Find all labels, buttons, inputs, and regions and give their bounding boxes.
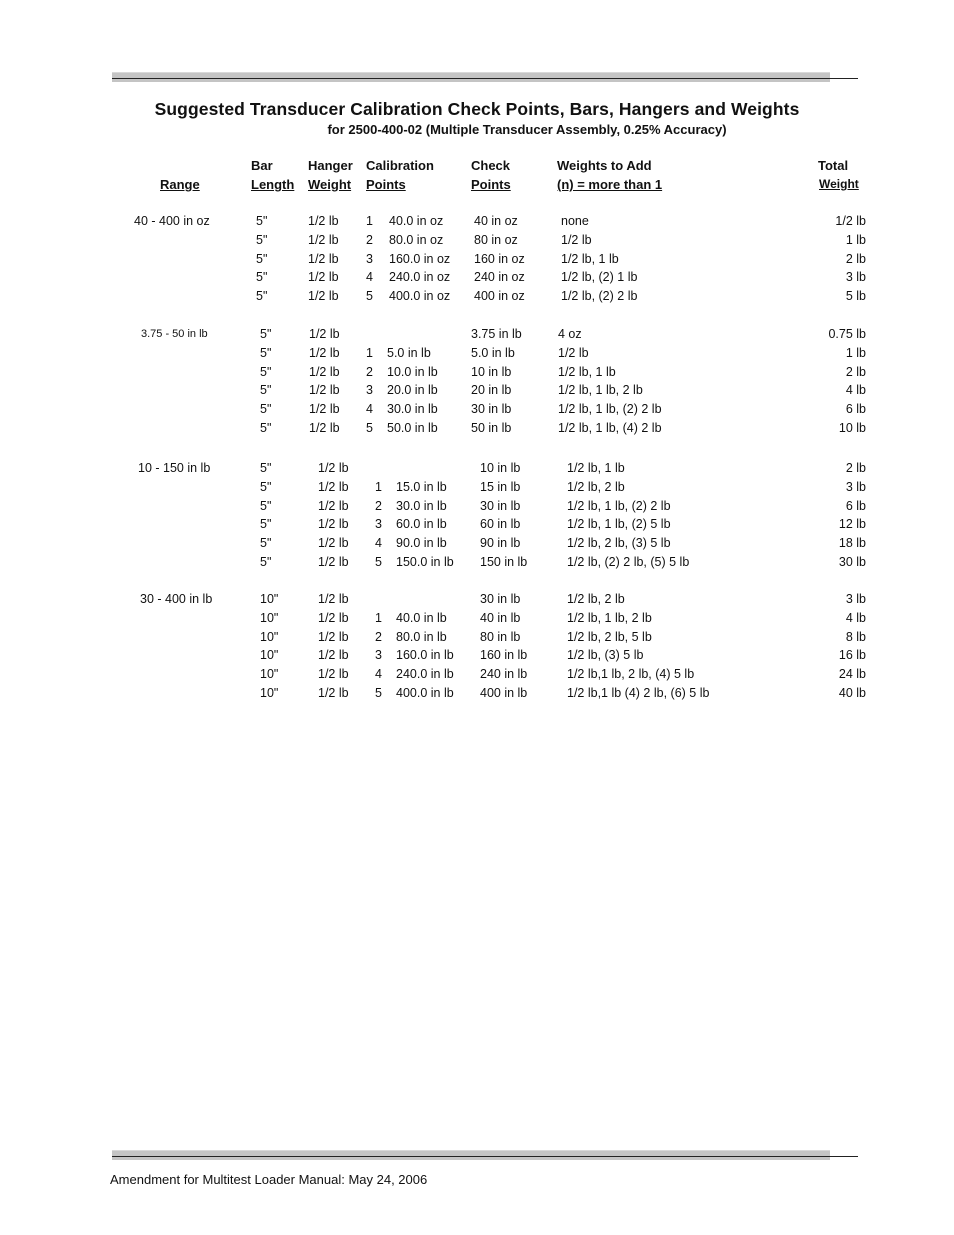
- header-length: Length: [251, 177, 295, 192]
- calibration-point-cell: 160.0 in oz: [389, 252, 451, 266]
- point-number-cell: 4: [375, 536, 382, 550]
- hanger-weight-cell: 1/2 lb: [308, 214, 339, 228]
- point-number-cell: 1: [366, 214, 373, 228]
- check-point-cell: 160 in oz: [474, 252, 525, 266]
- header-weights: Weights to Add: [557, 158, 652, 173]
- total-weight-cell: 16 lb: [838, 648, 866, 662]
- weights-to-add-cell: 1/2 lb, (2) 2 lb, (5) 5 lb: [567, 555, 690, 569]
- bar-length-cell: 5": [260, 480, 272, 494]
- point-number-cell: 5: [375, 555, 382, 569]
- point-number-cell: 1: [375, 480, 382, 494]
- header-weights-note: (n) = more than 1: [557, 177, 663, 192]
- bar-length-cell: 5": [260, 555, 272, 569]
- footer-rule: [112, 1150, 858, 1162]
- point-number-cell: 4: [366, 402, 373, 416]
- calibration-point-cell: 80.0 in oz: [389, 233, 444, 247]
- header-hanger-weight: Weight: [308, 177, 352, 192]
- weights-to-add-cell: 1/2 lb, 2 lb: [567, 592, 625, 606]
- calibration-point-cell: 40.0 in lb: [396, 611, 447, 625]
- weights-to-add-cell: none: [561, 214, 589, 228]
- check-point-cell: 90 in lb: [480, 536, 521, 550]
- bar-length-cell: 10": [260, 630, 279, 644]
- calibration-point-cell: 60.0 in lb: [396, 517, 447, 531]
- hanger-weight-cell: 1/2 lb: [318, 517, 349, 531]
- total-weight-cell: 1/2 lb: [835, 214, 866, 228]
- check-point-cell: 240 in lb: [480, 667, 528, 681]
- range-label: 10 - 150 in lb: [138, 461, 211, 475]
- calibration-point-cell: 160.0 in lb: [396, 648, 454, 662]
- header-check-points: Points: [471, 177, 511, 192]
- bar-length-cell: 5": [256, 233, 268, 247]
- check-point-cell: 3.75 in lb: [471, 327, 522, 341]
- hanger-weight-cell: 1/2 lb: [309, 365, 340, 379]
- hanger-weight-cell: 1/2 lb: [308, 270, 339, 284]
- hanger-weight-cell: 1/2 lb: [318, 648, 349, 662]
- weights-to-add-cell: 1/2 lb, 1 lb, (2) 5 lb: [567, 517, 671, 531]
- weights-to-add-cell: 1/2 lb, 2 lb, 5 lb: [567, 630, 652, 644]
- point-number-cell: 1: [366, 346, 373, 360]
- bar-length-cell: 5": [260, 536, 272, 550]
- bar-length-cell: 5": [256, 214, 268, 228]
- calibration-point-cell: 20.0 in lb: [387, 383, 438, 397]
- check-point-cell: 40 in oz: [474, 214, 518, 228]
- hanger-weight-cell: 1/2 lb: [318, 667, 349, 681]
- bar-length-cell: 10": [260, 611, 279, 625]
- weights-to-add-cell: 1/2 lb, (2) 2 lb: [561, 289, 638, 303]
- bar-length-cell: 5": [260, 517, 272, 531]
- hanger-weight-cell: 1/2 lb: [318, 611, 349, 625]
- total-weight-cell: 10 lb: [838, 421, 866, 435]
- check-point-cell: 30 in lb: [471, 402, 512, 416]
- point-number-cell: 1: [375, 611, 382, 625]
- hanger-weight-cell: 1/2 lb: [308, 233, 339, 247]
- check-point-cell: 400 in lb: [480, 686, 528, 700]
- bar-length-cell: 5": [260, 402, 272, 416]
- header-rule: [112, 72, 858, 84]
- total-weight-cell: 4 lb: [845, 611, 866, 625]
- point-number-cell: 4: [366, 270, 373, 284]
- bar-length-cell: 5": [260, 499, 272, 513]
- total-weight-cell: 12 lb: [838, 517, 866, 531]
- weights-to-add-cell: 1/2 lb: [558, 346, 589, 360]
- point-number-cell: 3: [366, 252, 373, 266]
- point-number-cell: 3: [375, 517, 382, 531]
- bar-length-cell: 5": [260, 421, 272, 435]
- total-weight-cell: 24 lb: [838, 667, 866, 681]
- weights-to-add-cell: 1/2 lb, 1 lb: [558, 365, 616, 379]
- total-weight-cell: 40 lb: [838, 686, 866, 700]
- hanger-weight-cell: 1/2 lb: [309, 327, 340, 341]
- weights-to-add-cell: 1/2 lb, (3) 5 lb: [567, 648, 644, 662]
- calibration-point-cell: 5.0 in lb: [387, 346, 431, 360]
- weights-to-add-cell: 1/2 lb, 1 lb, 2 lb: [567, 611, 652, 625]
- range-label: 30 - 400 in lb: [140, 592, 213, 606]
- header-calibration: Calibration: [366, 158, 434, 173]
- total-weight-cell: 5 lb: [845, 289, 866, 303]
- check-point-cell: 60 in lb: [480, 517, 521, 531]
- calibration-point-cell: 10.0 in lb: [387, 365, 438, 379]
- weights-to-add-cell: 1/2 lb, 1 lb: [567, 461, 625, 475]
- page-subtitle: for 2500-400-02 (Multiple Transducer Assembly, 0.25% Accuracy): [327, 122, 727, 137]
- total-weight-cell: 1 lb: [845, 233, 866, 247]
- total-weight-cell: 6 lb: [845, 499, 866, 513]
- total-weight-cell: 3 lb: [845, 270, 866, 284]
- bar-length-cell: 10": [260, 648, 279, 662]
- check-point-cell: 20 in lb: [471, 383, 512, 397]
- bar-length-cell: 10": [260, 686, 279, 700]
- total-weight-cell: 3 lb: [845, 592, 866, 606]
- point-number-cell: 5: [375, 686, 382, 700]
- calibration-point-cell: 50.0 in lb: [387, 421, 438, 435]
- header-check: Check: [471, 158, 511, 173]
- header-range: Range: [160, 177, 200, 192]
- hanger-weight-cell: 1/2 lb: [318, 480, 349, 494]
- weights-to-add-cell: 1/2 lb,1 lb, 2 lb, (4) 5 lb: [567, 667, 695, 681]
- calibration-point-cell: 40.0 in oz: [389, 214, 444, 228]
- calibration-point-cell: 150.0 in lb: [396, 555, 454, 569]
- check-point-cell: 150 in lb: [480, 555, 528, 569]
- calibration-point-cell: 30.0 in lb: [387, 402, 438, 416]
- weights-to-add-cell: 4 oz: [558, 327, 582, 341]
- bar-length-cell: 5": [256, 252, 268, 266]
- total-weight-cell: 8 lb: [845, 630, 866, 644]
- range-label: 40 - 400 in oz: [134, 214, 210, 228]
- total-weight-cell: 4 lb: [845, 383, 866, 397]
- calibration-point-cell: 80.0 in lb: [396, 630, 447, 644]
- hanger-weight-cell: 1/2 lb: [318, 499, 349, 513]
- hanger-weight-cell: 1/2 lb: [309, 402, 340, 416]
- total-weight-cell: 2 lb: [845, 365, 866, 379]
- bar-length-cell: 5": [260, 327, 272, 341]
- weights-to-add-cell: 1/2 lb, 1 lb, (2) 2 lb: [567, 499, 671, 513]
- bar-length-cell: 5": [260, 346, 272, 360]
- bar-length-cell: 5": [260, 365, 272, 379]
- calibration-point-cell: 400.0 in lb: [396, 686, 454, 700]
- hanger-weight-cell: 1/2 lb: [308, 289, 339, 303]
- page-title: Suggested Transducer Calibration Check Points, Bars, Hangers and Weights: [154, 99, 800, 119]
- check-point-cell: 30 in lb: [480, 592, 521, 606]
- total-weight-cell: 0.75 lb: [828, 327, 866, 341]
- total-weight-cell: 2 lb: [845, 252, 866, 266]
- check-point-cell: 10 in lb: [480, 461, 521, 475]
- calibration-point-cell: 400.0 in oz: [389, 289, 451, 303]
- page-footer: Amendment for Multitest Loader Manual: May 24, 2006: [110, 1172, 428, 1187]
- hanger-weight-cell: 1/2 lb: [309, 421, 340, 435]
- weights-to-add-cell: 1/2 lb: [561, 233, 592, 247]
- point-number-cell: 5: [366, 289, 373, 303]
- hanger-weight-cell: 1/2 lb: [318, 686, 349, 700]
- total-weight-cell: 3 lb: [845, 480, 866, 494]
- hanger-weight-cell: 1/2 lb: [309, 346, 340, 360]
- total-weight-cell: 1 lb: [845, 346, 866, 360]
- bar-length-cell: 5": [256, 289, 268, 303]
- check-point-cell: 40 in lb: [480, 611, 521, 625]
- check-point-cell: 80 in lb: [480, 630, 521, 644]
- total-weight-cell: 6 lb: [845, 402, 866, 416]
- hanger-weight-cell: 1/2 lb: [318, 555, 349, 569]
- calibration-point-cell: 240.0 in lb: [396, 667, 454, 681]
- weights-to-add-cell: 1/2 lb,1 lb (4) 2 lb, (6) 5 lb: [567, 686, 710, 700]
- total-weight-cell: 30 lb: [838, 555, 866, 569]
- weights-to-add-cell: 1/2 lb, 1 lb, (4) 2 lb: [558, 421, 662, 435]
- header-total: Total: [818, 158, 849, 173]
- hanger-weight-cell: 1/2 lb: [308, 252, 339, 266]
- calibration-point-cell: 240.0 in oz: [389, 270, 451, 284]
- bar-length-cell: 5": [260, 383, 272, 397]
- check-point-cell: 30 in lb: [480, 499, 521, 513]
- hanger-weight-cell: 1/2 lb: [318, 536, 349, 550]
- weights-to-add-cell: 1/2 lb, 1 lb, (2) 2 lb: [558, 402, 662, 416]
- bar-length-cell: 5": [256, 270, 268, 284]
- check-point-cell: 240 in oz: [474, 270, 525, 284]
- weights-to-add-cell: 1/2 lb, 1 lb: [561, 252, 619, 266]
- check-point-cell: 50 in lb: [471, 421, 512, 435]
- check-point-cell: 5.0 in lb: [471, 346, 515, 360]
- header-hanger: Hanger: [308, 158, 353, 173]
- weights-to-add-cell: 1/2 lb, 1 lb, 2 lb: [558, 383, 643, 397]
- weights-to-add-cell: 1/2 lb, (2) 1 lb: [561, 270, 638, 284]
- header-calibration-points: Points: [366, 177, 406, 192]
- total-weight-cell: 18 lb: [838, 536, 866, 550]
- header-bar: Bar: [251, 158, 273, 173]
- bar-length-cell: 5": [260, 461, 272, 475]
- weights-to-add-cell: 1/2 lb, 2 lb: [567, 480, 625, 494]
- check-point-cell: 80 in oz: [474, 233, 518, 247]
- range-label: 3.75 - 50 in lb: [141, 328, 208, 340]
- total-weight-cell: 2 lb: [845, 461, 866, 475]
- point-number-cell: 4: [375, 667, 382, 681]
- point-number-cell: 2: [375, 499, 382, 513]
- bar-length-cell: 10": [260, 667, 279, 681]
- point-number-cell: 3: [375, 648, 382, 662]
- point-number-cell: 5: [366, 421, 373, 435]
- hanger-weight-cell: 1/2 lb: [318, 461, 349, 475]
- hanger-weight-cell: 1/2 lb: [318, 630, 349, 644]
- check-point-cell: 400 in oz: [474, 289, 525, 303]
- weights-to-add-cell: 1/2 lb, 2 lb, (3) 5 lb: [567, 536, 671, 550]
- check-point-cell: 160 in lb: [480, 648, 528, 662]
- point-number-cell: 2: [366, 365, 373, 379]
- calibration-point-cell: 90.0 in lb: [396, 536, 447, 550]
- calibration-point-cell: 30.0 in lb: [396, 499, 447, 513]
- header-total-weight: Weight: [819, 177, 859, 191]
- point-number-cell: 2: [375, 630, 382, 644]
- bar-length-cell: 10": [260, 592, 279, 606]
- point-number-cell: 2: [366, 233, 373, 247]
- calibration-point-cell: 15.0 in lb: [396, 480, 447, 494]
- hanger-weight-cell: 1/2 lb: [309, 383, 340, 397]
- check-point-cell: 10 in lb: [471, 365, 512, 379]
- hanger-weight-cell: 1/2 lb: [318, 592, 349, 606]
- point-number-cell: 3: [366, 383, 373, 397]
- check-point-cell: 15 in lb: [480, 480, 521, 494]
